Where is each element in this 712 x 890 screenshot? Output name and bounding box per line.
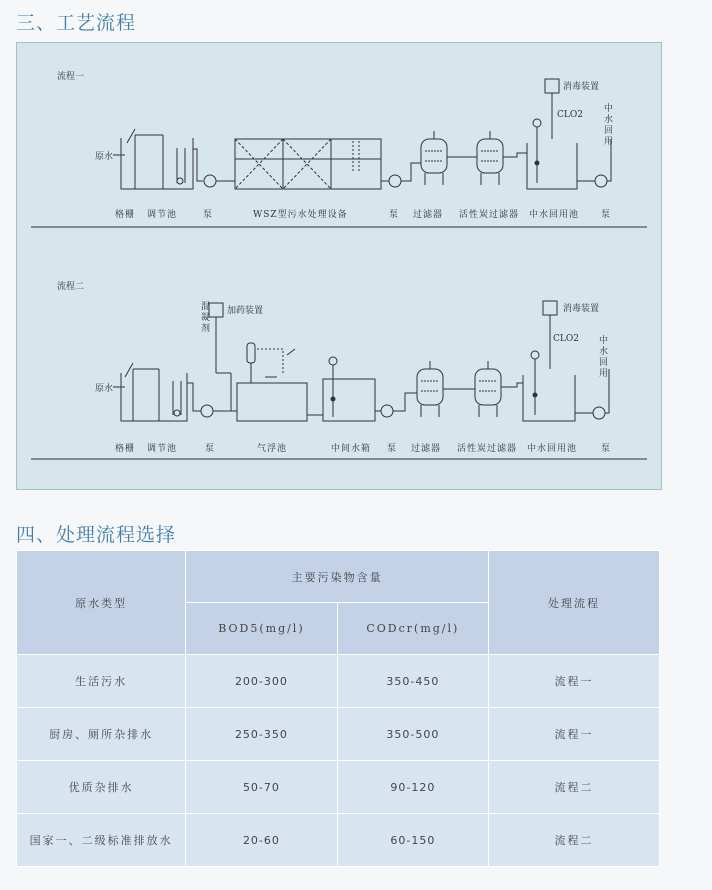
flow2-pump-3 [593, 407, 605, 419]
header-process: 处理流程 [489, 551, 660, 655]
vertical-char: 中 [599, 336, 609, 346]
flow2-reuse-vertical [599, 334, 608, 379]
cell-process: 流程二 [489, 814, 660, 867]
flow2-pump-1 [201, 405, 213, 417]
process-diagrams [17, 43, 661, 489]
header-bod: BOD5(mg/l) [186, 603, 337, 655]
cell-bod: 200-300 [186, 655, 337, 708]
flow1-caption: WSZ型污水处理设备 [253, 210, 348, 220]
flow1-caption: 泵 [389, 210, 400, 220]
vertical-char: 回 [599, 358, 609, 368]
flow1-caption: 调节池 [147, 210, 178, 220]
flow1-disinfect: 消毒装置 [563, 82, 600, 92]
vertical-char: 水 [604, 115, 614, 125]
flow1-carbon-filter [477, 131, 503, 185]
flow2-caption: 泵 [205, 444, 216, 454]
flow2-dosing: 加药装置 [227, 306, 264, 316]
flow1-raw-water: 原水 [95, 152, 114, 162]
flow2-caption: 调节池 [147, 444, 178, 454]
flow2-reuse-tank [523, 351, 575, 421]
header-main-pollutants: 主要污染物含量 [186, 551, 489, 603]
flow1-caption: 过滤器 [413, 210, 444, 220]
vertical-char: 水 [599, 347, 609, 357]
cell-raw-type: 国家一、二级标准排放水 [17, 814, 186, 867]
flow2-caption: 气浮池 [257, 444, 288, 454]
cell-cod: 90-120 [337, 761, 489, 814]
flow2-caption: 过滤器 [411, 444, 442, 454]
table-row [17, 761, 660, 814]
flow2-regulating-tank [121, 363, 187, 421]
vertical-char: 混 [201, 302, 211, 312]
vertical-char: 用 [604, 137, 614, 147]
flow2-captions [115, 442, 611, 454]
header-raw-type: 原水类型 [17, 551, 186, 655]
flow2-label: 流程二 [57, 282, 85, 292]
cell-bod: 250-350 [186, 708, 337, 761]
flow2-disinfect: 消毒装置 [563, 304, 600, 314]
table-row [17, 814, 660, 867]
selection-table [16, 550, 660, 867]
flow2-filter [417, 361, 443, 417]
flow1-caption: 格栅 [115, 210, 136, 220]
table-row [17, 655, 660, 708]
flow2-dosing-box [209, 303, 223, 317]
cell-bod: 50-70 [186, 761, 337, 814]
cell-process: 流程一 [489, 655, 660, 708]
flow1-wsz-equipment [235, 139, 381, 189]
flow1-reuse-vertical [604, 102, 613, 147]
flow2-caption: 活性炭过滤器 [457, 444, 518, 454]
vertical-char: 回 [604, 126, 614, 136]
section-title-selection: 四、处理流程选择 [16, 524, 177, 546]
cell-bod: 20-60 [186, 814, 337, 867]
flow2-carbon-filter [475, 361, 501, 417]
vertical-char: 中 [604, 104, 614, 114]
flow1-caption: 活性炭过滤器 [459, 210, 520, 220]
vertical-char: 剂 [201, 324, 211, 334]
process-diagram-panel [16, 42, 662, 490]
flow2-raw-water: 原水 [95, 384, 114, 394]
flow2-pump-2 [381, 405, 393, 417]
flow1-regulating-tank [121, 129, 193, 189]
table-row [17, 708, 660, 761]
vertical-char: 凝 [201, 313, 211, 323]
vertical-char: 用 [599, 369, 609, 379]
flow1-label: 流程一 [57, 72, 85, 82]
cell-cod: 350-500 [337, 708, 489, 761]
cell-cod: 60-150 [337, 814, 489, 867]
flow1-caption: 泵 [601, 210, 612, 220]
flow2-caption: 中水回用池 [527, 444, 578, 454]
flow1-caption: 泵 [203, 210, 214, 220]
flow2-clo2: CLO2 [553, 334, 579, 344]
cell-process: 流程一 [489, 708, 660, 761]
flow1-disinfect-box [545, 79, 559, 93]
flow2-flotation-tank [237, 343, 307, 421]
flow1-pump-1 [204, 175, 216, 187]
flow1-captions [115, 208, 611, 220]
cell-cod: 350-450 [337, 655, 489, 708]
cell-raw-type: 优质杂排水 [17, 761, 186, 814]
flow2-caption: 格栅 [115, 444, 136, 454]
header-cod: CODcr(mg/l) [337, 603, 489, 655]
flow2-caption: 中间水箱 [331, 444, 372, 454]
cell-raw-type: 生活污水 [17, 655, 186, 708]
cell-process: 流程二 [489, 761, 660, 814]
section-title-process: 三、工艺流程 [16, 12, 137, 34]
flow1-pump-2 [389, 175, 401, 187]
flow2-intermediate-tank [323, 357, 375, 421]
flow2-caption: 泵 [601, 444, 612, 454]
flow2-caption: 泵 [387, 444, 398, 454]
flow1-caption: 中水回用池 [529, 210, 580, 220]
flow2-disinfect-box [543, 301, 557, 315]
cell-raw-type: 厨房、厕所杂排水 [17, 708, 186, 761]
flow1-filter [421, 131, 447, 185]
flow1-clo2: CLO2 [557, 110, 583, 120]
flow2-coagulant [201, 301, 210, 334]
flow1-pump-3 [595, 175, 607, 187]
